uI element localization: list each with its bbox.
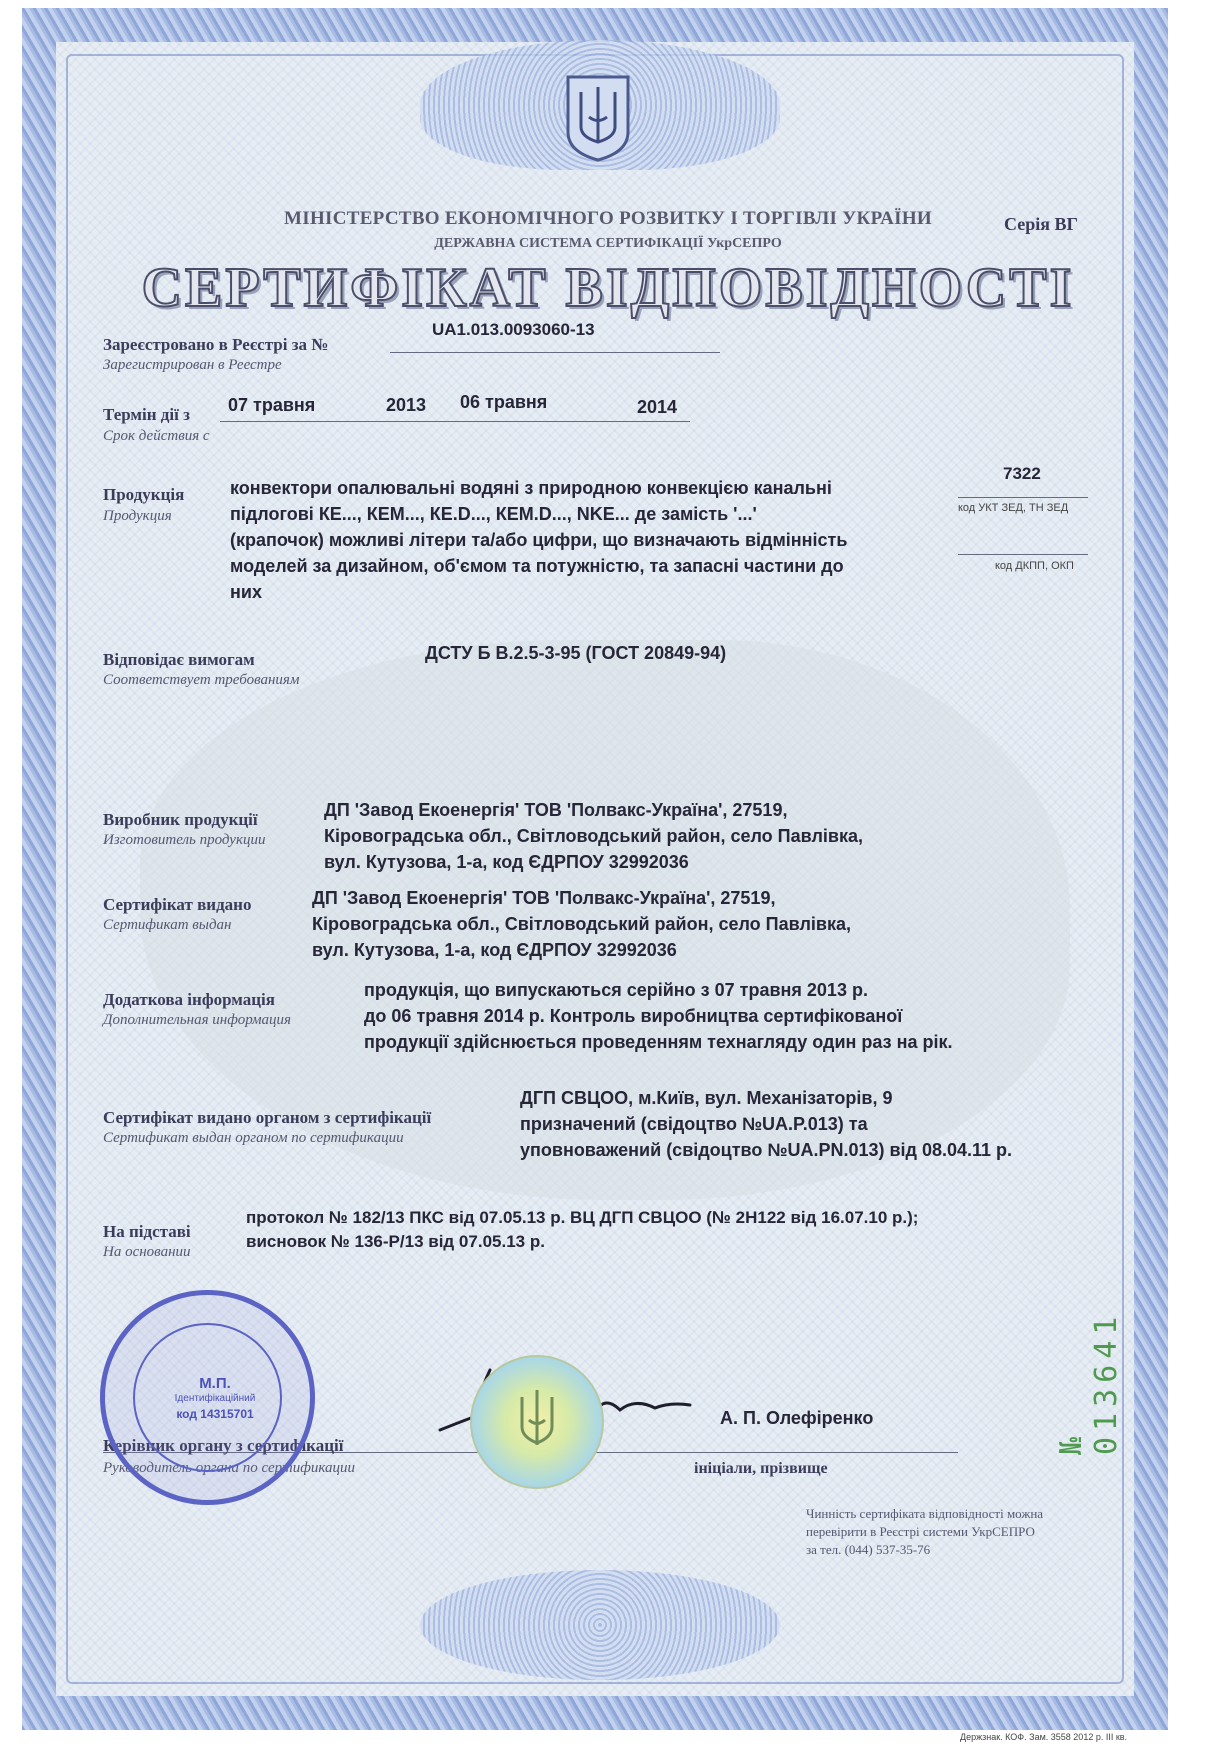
basis-line-1: протокол № 182/13 ПКС від 07.05.13 р. ВЦ ДГП СВЦОО (№ 2Н122 від 16.07.10 р.); (246, 1208, 919, 1227)
issued-to-line-1: ДП 'Завод Екоенергія' ТОВ 'Полвакс-Україна', 27519, (312, 888, 776, 908)
additional-info-label: Додаткова інформація (103, 990, 275, 1009)
signatory-name: А. П. Олефіренко (720, 1408, 874, 1428)
series-label: Серія ВГ (1004, 214, 1078, 234)
dkpp-underline (958, 554, 1088, 555)
head-label: Керівник органу з сертифікації (103, 1436, 344, 1455)
validity-from-year: 2013 (386, 395, 427, 415)
product-line-1: конвектори опалювальні водяні з природною конвекцією канальні (230, 478, 832, 498)
official-seal (100, 1290, 315, 1505)
cert-body-label-ru: Сертификат выдан органом по сертификации (103, 1130, 404, 1146)
seal-code: код 14315701 (176, 1407, 254, 1421)
product-line-3: (крапочок) можливі літери та/або цифри, що визначають відмінність (230, 530, 848, 550)
cert-body-label: Сертифікат видано органом з сертифікації (103, 1108, 432, 1127)
product-label: Продукція (103, 485, 185, 504)
seal-id-label: Ідентифікаційний (174, 1393, 256, 1404)
additional-info-label-ru: Дополнительная информация (103, 1012, 291, 1028)
head-label-ru: Руководитель органа по сертификации (103, 1460, 356, 1476)
ukt-code: 7322 (1003, 464, 1041, 483)
printer-footer: Держзнак. КОФ. Зам. 3558 2012 р. III кв. (960, 1732, 1128, 1742)
issued-to-label-ru: Сертификат выдан (103, 917, 232, 933)
basis-label: На підставі (103, 1222, 191, 1241)
verify-note-line-2: перевірити в Реєстрі системи УкрСЕПРО (806, 1524, 1035, 1539)
trident-icon (512, 1385, 562, 1455)
verify-note-line-3: за тел. (044) 537-35-76 (806, 1542, 931, 1557)
basis-line-2: висновок № 136-Р/13 від 07.05.13 р. (246, 1232, 545, 1251)
manufacturer-label-ru: Изготовитель продукции (103, 832, 266, 848)
manufacturer-line-3: вул. Кутузова, 1-а, код ЄДРПОУ 32992036 (324, 852, 689, 872)
registry-underline (390, 352, 720, 353)
manufacturer-label: Виробник продукції (103, 810, 258, 829)
product-line-5: них (230, 582, 262, 602)
ukt-code-label: код УКТ ЗЕД, ТН ЗЕД (958, 502, 1069, 514)
cert-body-line-2: призначений (свідоцтво №UA.P.013) та (520, 1114, 868, 1134)
validity-from-date: 07 травня (228, 395, 316, 415)
validity-to-date: 06 травня (460, 392, 548, 412)
initials-caption: ініціали, прізвище (694, 1460, 828, 1477)
additional-line-1: продукція, що випускаються серійно з 07 травня 2013 р. (364, 980, 868, 1000)
validity-label: Термін дії з (103, 405, 190, 424)
seal-mp: М.П. (199, 1375, 231, 1392)
basis-label-ru: На основании (103, 1244, 191, 1260)
issued-to-line-2: Кіровоградська обл., Світловодський район, село Павлівка, (312, 914, 851, 934)
dkpp-code-label: код ДКПП, ОКП (995, 560, 1074, 572)
validity-to-year: 2014 (637, 397, 678, 417)
product-line-2: підлогові КЕ..., КЕМ..., КЕ.D..., КЕМ.D..., NKE... де замість '...' (230, 504, 757, 524)
additional-line-3: продукції здійснюється проведенням технагляду один раз на рік. (364, 1032, 953, 1052)
registry-label-ru: Зарегистрирован в Реестре (103, 357, 282, 373)
certification-system: ДЕРЖАВНА СИСТЕМА СЕРТИФІКАЦІЇ УкрСЕПРО (434, 236, 782, 251)
product-label-ru: Продукция (103, 508, 172, 524)
additional-line-2: до 06 травня 2014 р. Контроль виробництва сертифікованої (364, 1006, 903, 1026)
ukt-underline (958, 497, 1088, 498)
compliance-label-ru: Соответствует требованиям (103, 672, 300, 688)
serial-number: № 013641 (1054, 1310, 1124, 1455)
trident-emblem-icon (563, 72, 633, 162)
issued-to-line-3: вул. Кутузова, 1-а, код ЄДРПОУ 32992036 (312, 940, 677, 960)
manufacturer-line-2: Кіровоградська обл., Світловодський район, село Павлівка, (324, 826, 863, 846)
product-line-4: моделей за дизайном, об'ємом та потужністю, та запасні частини до (230, 556, 844, 576)
validity-label-ru: Срок действия с (103, 428, 210, 444)
certificate-title: СЕРТИФІКАТ ВІДПОВІДНОСТІ (141, 257, 1075, 319)
ministry-name: МІНІСТЕРСТВО ЕКОНОМІЧНОГО РОЗВИТКУ І ТОРГІВЛІ УКРАЇНИ (284, 208, 932, 229)
bottom-ornament (420, 1570, 780, 1680)
manufacturer-line-1: ДП 'Завод Екоенергія' ТОВ 'Полвакс-Україна', 27519, (324, 800, 788, 820)
registry-label: Зареєстровано в Реєстрі за № (103, 335, 329, 354)
hologram-emblem (470, 1355, 604, 1489)
issued-to-label: Сертифікат видано (103, 895, 252, 914)
registry-number: UA1.013.0093060-13 (432, 320, 595, 339)
cert-body-line-1: ДГП СВЦОО, м.Київ, вул. Механізаторів, 9 (520, 1088, 893, 1108)
compliance-standard: ДСТУ Б В.2.5-3-95 (ГОСТ 20849-94) (425, 643, 727, 663)
compliance-label: Відповідає вимогам (103, 650, 255, 669)
cert-body-line-3: уповноважений (свідоцтво №UA.PN.013) від 08.04.11 р. (520, 1140, 1013, 1160)
verify-note-line-1: Чинність сертифіката відповідності можна (806, 1506, 1044, 1521)
validity-underline (220, 421, 690, 422)
